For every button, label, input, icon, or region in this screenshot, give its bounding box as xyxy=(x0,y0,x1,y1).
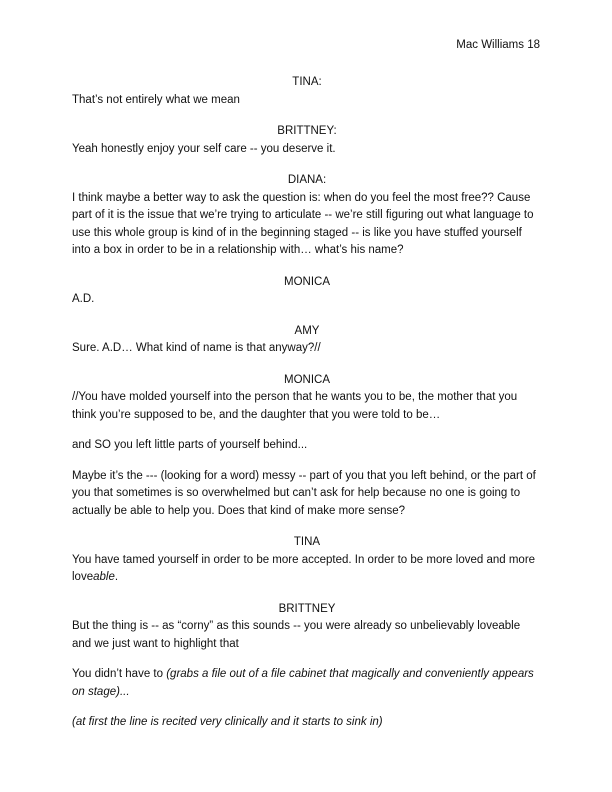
speaker-name: MONICA xyxy=(284,373,330,386)
dialogue-block-amy xyxy=(72,323,542,358)
dialogue-line: A.D. xyxy=(72,293,95,305)
dialogue-line: Sure. A.D… What kind of name is that anyway?// xyxy=(72,342,321,354)
final-stage-direction: (at first the line is recited very clinically and it starts to sink in) xyxy=(72,716,383,728)
script-body xyxy=(72,74,542,746)
dialogue-line: But the thing is -- as “corny” as this sounds -- you were already so unbelievably loveable and we just want to highlight that xyxy=(72,620,521,650)
speaker-name: DIANA: xyxy=(287,174,327,186)
dialogue-line: and SO you left little parts of yourself behind... xyxy=(72,439,308,451)
dialogue-block-brittney-2 xyxy=(72,601,542,732)
speaker-name: BRITTNEY xyxy=(278,602,336,615)
dialogue-block-tina-2 xyxy=(72,534,542,587)
dialogue-block-tina-1 xyxy=(72,74,542,109)
running-header: Mac Williams 18 xyxy=(456,39,540,51)
stage-direction: (grabs a file out of a file cabinet that magically and conveniently appears on stage)... xyxy=(72,668,534,698)
dialogue-block-brittney-1 xyxy=(72,123,542,158)
dialogue-line: Yeah honestly enjoy your self care -- you deserve it. xyxy=(72,142,336,155)
dialogue-line: Maybe it’s the --- (looking for a word) messy -- part of you that you left behind, or the part of you that sometimes is so overwhelmed but can’t ask for help because no one is going to actually be able to help you. Does that kind of make more sense? xyxy=(72,469,536,517)
dialogue-block-diana xyxy=(72,172,542,260)
speaker-name: MONICA xyxy=(284,275,330,288)
dialogue-line: That’s not entirely what we mean xyxy=(72,93,240,106)
closing-line xyxy=(72,666,542,701)
speaker-name: AMY xyxy=(294,324,320,337)
speaker-name: TINA: xyxy=(292,76,322,88)
dialogue-line: I think maybe a better way to ask the question is: when do you feel the most free?? Cause part of it is the issue that we’re trying to articulate -- we’re still figuring out what language to use this whole group is kind of in the beginning staged -- is like you have stuffed yourself into a box in order to be in a relationship with… what’s his name? xyxy=(72,191,534,256)
dialogue-line: You have tamed yourself in order to be more accepted. In order to be more loved and more loveable. xyxy=(72,553,536,583)
speaker-name: BRITTNEY: xyxy=(277,125,337,137)
speaker-name: TINA xyxy=(293,536,321,548)
closing-line-prefix: You didn’t have to xyxy=(72,668,167,680)
dialogue-line: //You have molded yourself into the person that he wants you to be, the mother that you think you’re supposed to be, and the daughter that you were told to be… xyxy=(72,391,518,421)
dialogue-block-monica-1 xyxy=(72,274,542,309)
dialogue-block-monica-2 xyxy=(72,372,542,521)
